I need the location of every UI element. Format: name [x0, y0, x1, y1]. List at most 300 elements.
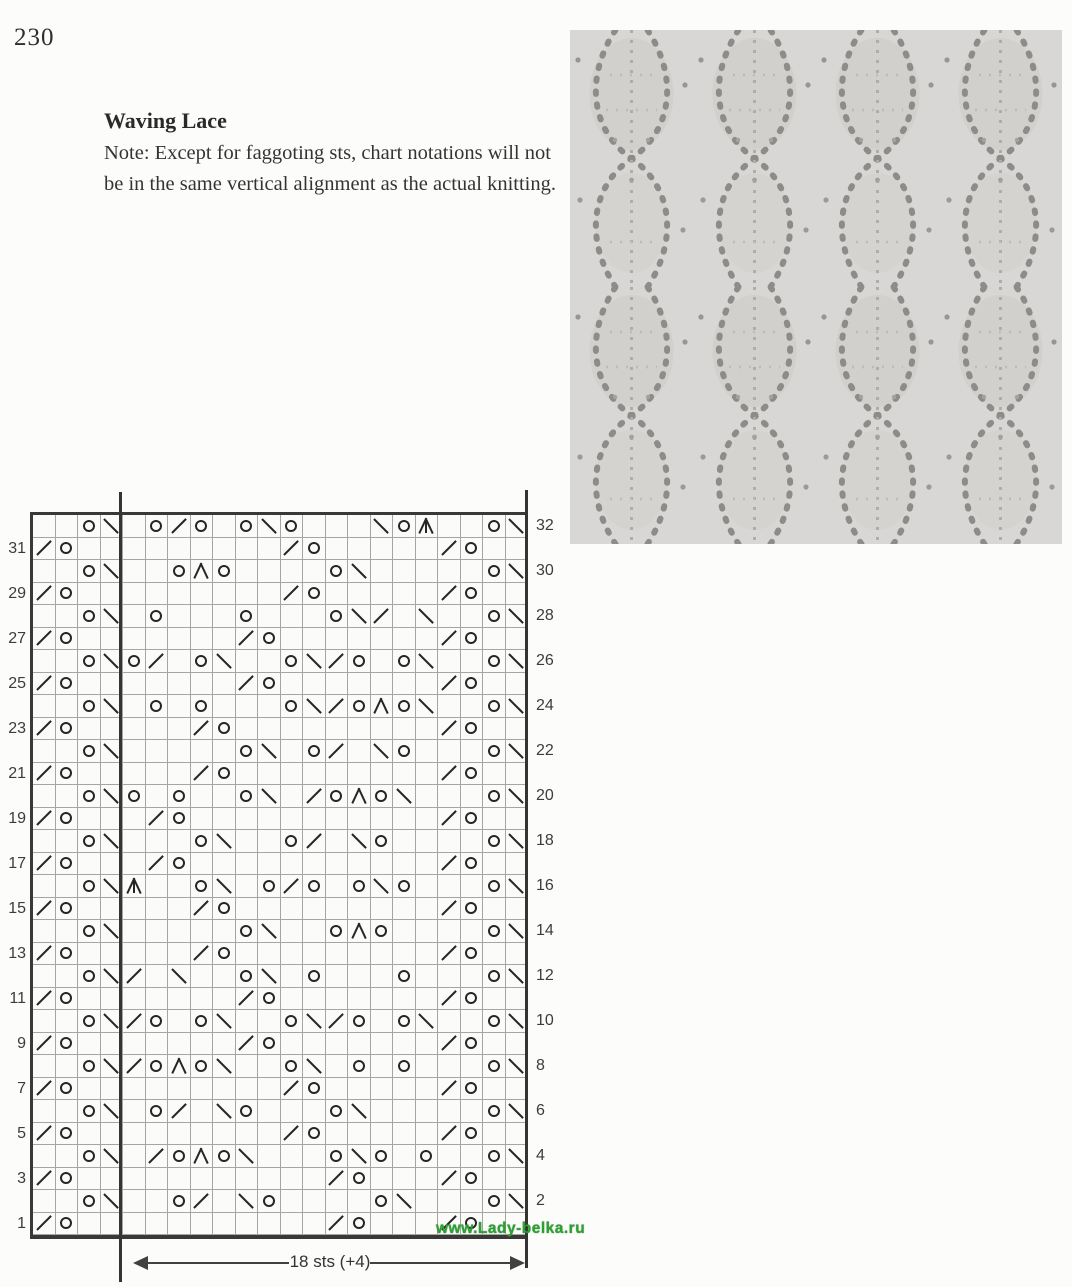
chart-cell	[33, 943, 56, 966]
chart-cell	[461, 830, 484, 853]
chart-cell	[348, 695, 371, 718]
chart-cell	[438, 1100, 461, 1123]
yarn-over-circle-icon	[308, 542, 320, 554]
chart-cell	[123, 718, 146, 741]
chart-cell	[213, 1100, 236, 1123]
chart-cell	[461, 718, 484, 741]
yarn-over-circle-icon	[420, 1150, 432, 1162]
left-decrease-backslash-icon	[508, 608, 524, 624]
chart-cell	[348, 920, 371, 943]
chart-cell	[371, 605, 394, 628]
chart-cell	[258, 898, 281, 921]
chart-cell	[146, 965, 169, 988]
yarn-over-circle-icon	[195, 1015, 207, 1027]
yarn-over-circle-icon	[173, 565, 185, 577]
chart-cell	[461, 1078, 484, 1101]
row-number-right: 30	[536, 562, 554, 580]
chart-cell	[281, 965, 304, 988]
chart-cell	[371, 785, 394, 808]
chart-cell	[33, 1010, 56, 1033]
left-decrease-backslash-icon	[373, 518, 389, 534]
chart-cell	[326, 605, 349, 628]
chart-cell	[438, 830, 461, 853]
right-decrease-slash-icon	[36, 1035, 52, 1051]
chart-cell	[168, 785, 191, 808]
chart-cell	[78, 785, 101, 808]
chart-cell	[78, 538, 101, 561]
left-decrease-backslash-icon	[508, 833, 524, 849]
chart-cell	[146, 808, 169, 831]
chart-cell	[303, 875, 326, 898]
chart-cell	[416, 785, 439, 808]
chart-cell	[438, 853, 461, 876]
chart-cell	[78, 628, 101, 651]
yarn-over-circle-icon	[263, 880, 275, 892]
yarn-over-circle-icon	[60, 1037, 72, 1049]
right-decrease-slash-icon	[36, 1080, 52, 1096]
chart-cell	[416, 920, 439, 943]
chart-cell	[326, 1055, 349, 1078]
chart-cell	[483, 740, 506, 763]
chart-cell	[438, 943, 461, 966]
right-decrease-slash-icon	[238, 675, 254, 691]
chart-cell	[258, 605, 281, 628]
chart-cell	[33, 1168, 56, 1191]
left-decrease-backslash-icon	[351, 608, 367, 624]
yarn-over-circle-icon	[488, 1195, 500, 1207]
chart-cell	[78, 560, 101, 583]
centered-double-decrease-chevron-bar-icon	[418, 518, 435, 534]
left-decrease-backslash-icon	[508, 518, 524, 534]
left-decrease-backslash-icon	[508, 1103, 524, 1119]
chart-cell	[168, 943, 191, 966]
right-decrease-slash-icon	[36, 810, 52, 826]
chart-cell	[56, 1078, 79, 1101]
chart-cell	[213, 1033, 236, 1056]
chart-cell	[146, 673, 169, 696]
chart-cell	[303, 1100, 326, 1123]
chart-cell	[461, 920, 484, 943]
chart-cell	[326, 650, 349, 673]
chart-cell	[258, 853, 281, 876]
yarn-over-circle-icon	[128, 655, 140, 667]
yarn-over-circle-icon	[285, 655, 297, 667]
chart-cell	[168, 560, 191, 583]
chart-cell	[258, 560, 281, 583]
chart-cell	[33, 988, 56, 1011]
chart-cell	[146, 1190, 169, 1213]
yarn-over-circle-icon	[488, 520, 500, 532]
chart-cell	[416, 718, 439, 741]
chart-cell	[393, 808, 416, 831]
chart-cell	[348, 853, 371, 876]
chart-cell	[213, 1145, 236, 1168]
right-decrease-slash-icon	[36, 585, 52, 601]
chart-cell	[168, 1078, 191, 1101]
yarn-over-circle-icon	[263, 1195, 275, 1207]
left-decrease-backslash-icon	[508, 1193, 524, 1209]
chart-cell	[416, 830, 439, 853]
chart-cell	[213, 560, 236, 583]
yarn-over-circle-icon	[150, 1105, 162, 1117]
chart-cell	[483, 650, 506, 673]
chart-cell	[258, 1055, 281, 1078]
chart-cell	[281, 605, 304, 628]
chart-cell	[258, 763, 281, 786]
chart-cell	[348, 740, 371, 763]
chart-cell	[326, 1168, 349, 1191]
chart-cell	[483, 898, 506, 921]
chart-cell	[56, 628, 79, 651]
yarn-over-circle-icon	[195, 520, 207, 532]
chart-cell	[393, 943, 416, 966]
chart-cell	[146, 515, 169, 538]
yarn-over-circle-icon	[465, 992, 477, 1004]
row-number-right: 6	[536, 1102, 545, 1120]
chart-cell	[168, 988, 191, 1011]
right-decrease-slash-icon	[441, 855, 457, 871]
right-decrease-slash-icon	[36, 1125, 52, 1141]
yarn-over-circle-icon	[308, 587, 320, 599]
left-decrease-backslash-icon	[103, 608, 119, 624]
chart-cell	[236, 1100, 259, 1123]
chart-cell	[146, 875, 169, 898]
chart-cell	[416, 740, 439, 763]
right-decrease-slash-icon	[36, 1215, 52, 1231]
yarn-over-circle-icon	[465, 542, 477, 554]
chart-cell	[438, 808, 461, 831]
right-decrease-slash-icon	[441, 990, 457, 1006]
chart-cell	[258, 718, 281, 741]
yarn-over-circle-icon	[150, 520, 162, 532]
chart-cell	[393, 1078, 416, 1101]
chart-cell	[281, 538, 304, 561]
chart-cell	[236, 650, 259, 673]
left-decrease-backslash-icon	[103, 1193, 119, 1209]
row-number-left: 1	[17, 1214, 26, 1232]
chart-cell	[281, 740, 304, 763]
chart-cell	[56, 853, 79, 876]
yarn-over-circle-icon	[83, 1060, 95, 1072]
row-number-left: 17	[8, 854, 26, 872]
left-decrease-backslash-icon	[103, 1103, 119, 1119]
chart-cell	[281, 943, 304, 966]
chart-cell	[213, 785, 236, 808]
chart-cell	[236, 718, 259, 741]
chart-cell	[123, 943, 146, 966]
yarn-over-circle-icon	[488, 925, 500, 937]
chart-cell	[416, 808, 439, 831]
chart-cell	[258, 628, 281, 651]
chart-cell	[348, 1055, 371, 1078]
left-decrease-backslash-icon	[373, 743, 389, 759]
yarn-over-circle-icon	[83, 1015, 95, 1027]
chart-cell	[123, 1078, 146, 1101]
chart-cell	[258, 988, 281, 1011]
chart-cell	[281, 1145, 304, 1168]
left-decrease-backslash-icon	[508, 743, 524, 759]
chart-cell	[348, 1033, 371, 1056]
chart-cell	[123, 965, 146, 988]
right-decrease-slash-icon	[441, 675, 457, 691]
chart-cell	[56, 808, 79, 831]
chart-cell	[56, 965, 79, 988]
chart-cell	[303, 1078, 326, 1101]
chart-cell	[146, 1033, 169, 1056]
chart-cell	[393, 650, 416, 673]
row-number-right: 2	[536, 1192, 545, 1210]
left-decrease-backslash-icon	[418, 1013, 434, 1029]
chart-cell	[371, 515, 394, 538]
chart-cell	[326, 718, 349, 741]
chart-cell	[416, 965, 439, 988]
chart-cell	[281, 560, 304, 583]
chart-cell	[348, 538, 371, 561]
yarn-over-circle-icon	[83, 880, 95, 892]
chart-cell	[258, 785, 281, 808]
chart-cell	[416, 1145, 439, 1168]
chart-cell	[303, 1123, 326, 1146]
chart-cell	[326, 515, 349, 538]
chart-cell	[168, 763, 191, 786]
chart-cell	[438, 583, 461, 606]
right-decrease-slash-icon	[126, 968, 142, 984]
chart-cell	[348, 650, 371, 673]
chart-cell	[371, 1033, 394, 1056]
left-decrease-backslash-icon	[418, 653, 434, 669]
chart-cell	[393, 740, 416, 763]
yarn-over-circle-icon	[60, 1217, 72, 1229]
chart-cell	[326, 673, 349, 696]
row-number-left: 11	[9, 989, 26, 1007]
yarn-over-circle-icon	[240, 970, 252, 982]
chart-cell	[168, 695, 191, 718]
chart-cell	[303, 1010, 326, 1033]
chart-cell	[56, 1168, 79, 1191]
chart-cell	[393, 1213, 416, 1236]
chart-cell	[326, 853, 349, 876]
chart-cell	[168, 740, 191, 763]
chart-cell	[33, 920, 56, 943]
chart-cell	[236, 538, 259, 561]
chart-cell	[348, 988, 371, 1011]
left-decrease-backslash-icon	[103, 653, 119, 669]
yarn-over-circle-icon	[218, 767, 230, 779]
chart-cell	[303, 515, 326, 538]
yarn-over-circle-icon	[398, 655, 410, 667]
chart-cell	[33, 605, 56, 628]
chart-cell	[56, 583, 79, 606]
right-decrease-slash-icon	[328, 1215, 344, 1231]
row-number-left: 29	[8, 584, 26, 602]
chart-cell	[33, 1145, 56, 1168]
chart-cell	[281, 1100, 304, 1123]
yarn-over-circle-icon	[353, 880, 365, 892]
right-decrease-slash-icon	[441, 540, 457, 556]
right-decrease-slash-icon	[441, 900, 457, 916]
chart-cell	[393, 1190, 416, 1213]
left-decrease-backslash-icon	[103, 923, 119, 939]
chart-cell	[191, 1078, 214, 1101]
yarn-over-circle-icon	[128, 790, 140, 802]
chart-cell	[461, 853, 484, 876]
chart-cell	[56, 875, 79, 898]
chart-cell	[33, 965, 56, 988]
chart-cell	[303, 1145, 326, 1168]
chart-cell	[461, 538, 484, 561]
chart-cell	[78, 1123, 101, 1146]
title-block	[104, 108, 574, 200]
left-decrease-backslash-icon	[306, 1013, 322, 1029]
right-decrease-slash-icon	[171, 1103, 187, 1119]
chart-cell	[168, 515, 191, 538]
chart-cell	[438, 673, 461, 696]
chart-cell	[33, 1190, 56, 1213]
chart-cell	[168, 583, 191, 606]
chart-cell	[326, 560, 349, 583]
chart-cell	[303, 898, 326, 921]
chart-cell	[123, 785, 146, 808]
chart-cell	[281, 1123, 304, 1146]
row-number-right: 16	[536, 877, 554, 895]
right-decrease-slash-icon	[441, 1035, 457, 1051]
chart-cell	[33, 1055, 56, 1078]
yarn-over-circle-icon	[195, 835, 207, 847]
chart-cell	[168, 875, 191, 898]
chart-cell	[78, 740, 101, 763]
chart-cell	[213, 538, 236, 561]
chart-cell	[78, 673, 101, 696]
chart-cell	[416, 695, 439, 718]
left-decrease-backslash-icon	[103, 698, 119, 714]
yarn-over-circle-icon	[330, 925, 342, 937]
chart-cell	[123, 1213, 146, 1236]
chart-cell	[326, 1145, 349, 1168]
chart-cell	[326, 1213, 349, 1236]
yarn-over-circle-icon	[398, 1015, 410, 1027]
row-number-left: 13	[8, 944, 26, 962]
chart-cell	[348, 808, 371, 831]
chart-cell	[326, 830, 349, 853]
yarn-over-circle-icon	[83, 655, 95, 667]
chart-cell	[416, 1190, 439, 1213]
chart-cell	[371, 1123, 394, 1146]
chart-cell	[78, 1145, 101, 1168]
chart-cell	[78, 605, 101, 628]
chart-cell	[56, 1190, 79, 1213]
chart-cell	[168, 1055, 191, 1078]
chart-cell	[236, 1055, 259, 1078]
right-decrease-slash-icon	[126, 1058, 142, 1074]
chart-cell	[303, 628, 326, 651]
yarn-over-circle-icon	[285, 1015, 297, 1027]
chart-cell	[348, 1010, 371, 1033]
chart-cell	[56, 1100, 79, 1123]
yarn-over-circle-icon	[398, 970, 410, 982]
right-decrease-slash-icon	[238, 1035, 254, 1051]
chart-cell	[326, 808, 349, 831]
chart-cell	[236, 875, 259, 898]
chart-cell	[168, 628, 191, 651]
chart-cell	[393, 628, 416, 651]
right-decrease-slash-icon	[193, 1193, 209, 1209]
left-decrease-backslash-icon	[261, 743, 277, 759]
row-number-right: 4	[536, 1147, 545, 1165]
right-decrease-slash-icon	[441, 945, 457, 961]
left-decrease-backslash-icon	[396, 788, 412, 804]
chart-cell	[416, 583, 439, 606]
row-number-right: 28	[536, 607, 554, 625]
chart-cell	[168, 1033, 191, 1056]
chart-cell	[56, 988, 79, 1011]
chart-cell	[213, 718, 236, 741]
yarn-over-circle-icon	[83, 1150, 95, 1162]
row-number-right: 8	[536, 1057, 545, 1075]
chart-cell	[483, 875, 506, 898]
chart-cell	[483, 943, 506, 966]
chart-cell	[483, 1190, 506, 1213]
chart-cell	[33, 695, 56, 718]
chart-cell	[78, 988, 101, 1011]
chart-cell	[191, 1100, 214, 1123]
left-decrease-backslash-icon	[418, 608, 434, 624]
chart-cell	[78, 1168, 101, 1191]
yarn-over-circle-icon	[240, 610, 252, 622]
chart-cell	[258, 1078, 281, 1101]
chart-cell	[281, 1010, 304, 1033]
chart-cell	[483, 718, 506, 741]
chart-cell	[461, 808, 484, 831]
chart-cell	[146, 740, 169, 763]
chart-cell	[123, 875, 146, 898]
chart-cell	[33, 1100, 56, 1123]
chart-cell	[33, 1078, 56, 1101]
chart-cell	[371, 898, 394, 921]
chart-cell	[416, 560, 439, 583]
right-decrease-slash-icon	[306, 833, 322, 849]
chart-cell	[348, 830, 371, 853]
yarn-over-circle-icon	[83, 1195, 95, 1207]
chart-cell	[168, 1190, 191, 1213]
yarn-over-circle-icon	[83, 520, 95, 532]
chart-cell	[56, 740, 79, 763]
chart-cell	[483, 1010, 506, 1033]
right-decrease-slash-icon	[373, 608, 389, 624]
chart-cell	[326, 920, 349, 943]
chart-cell	[78, 853, 101, 876]
yarn-over-circle-icon	[150, 1015, 162, 1027]
chart-cell	[371, 650, 394, 673]
chart-cell	[168, 853, 191, 876]
chart-cell	[461, 1010, 484, 1033]
chart-cell	[146, 718, 169, 741]
chart-cell	[56, 785, 79, 808]
double-decrease-chevron-icon	[193, 1148, 210, 1164]
left-decrease-backslash-icon	[103, 743, 119, 759]
yarn-over-circle-icon	[488, 565, 500, 577]
chart-cell	[258, 965, 281, 988]
chart-cell	[461, 1033, 484, 1056]
arrow-line-left	[147, 1262, 289, 1264]
left-decrease-backslash-icon	[306, 698, 322, 714]
chart-cell	[56, 830, 79, 853]
chart-cell	[483, 920, 506, 943]
chart-cell	[78, 920, 101, 943]
chart-cell	[371, 965, 394, 988]
chart-cell	[326, 695, 349, 718]
chart-cell	[371, 1100, 394, 1123]
yarn-over-circle-icon	[308, 1082, 320, 1094]
